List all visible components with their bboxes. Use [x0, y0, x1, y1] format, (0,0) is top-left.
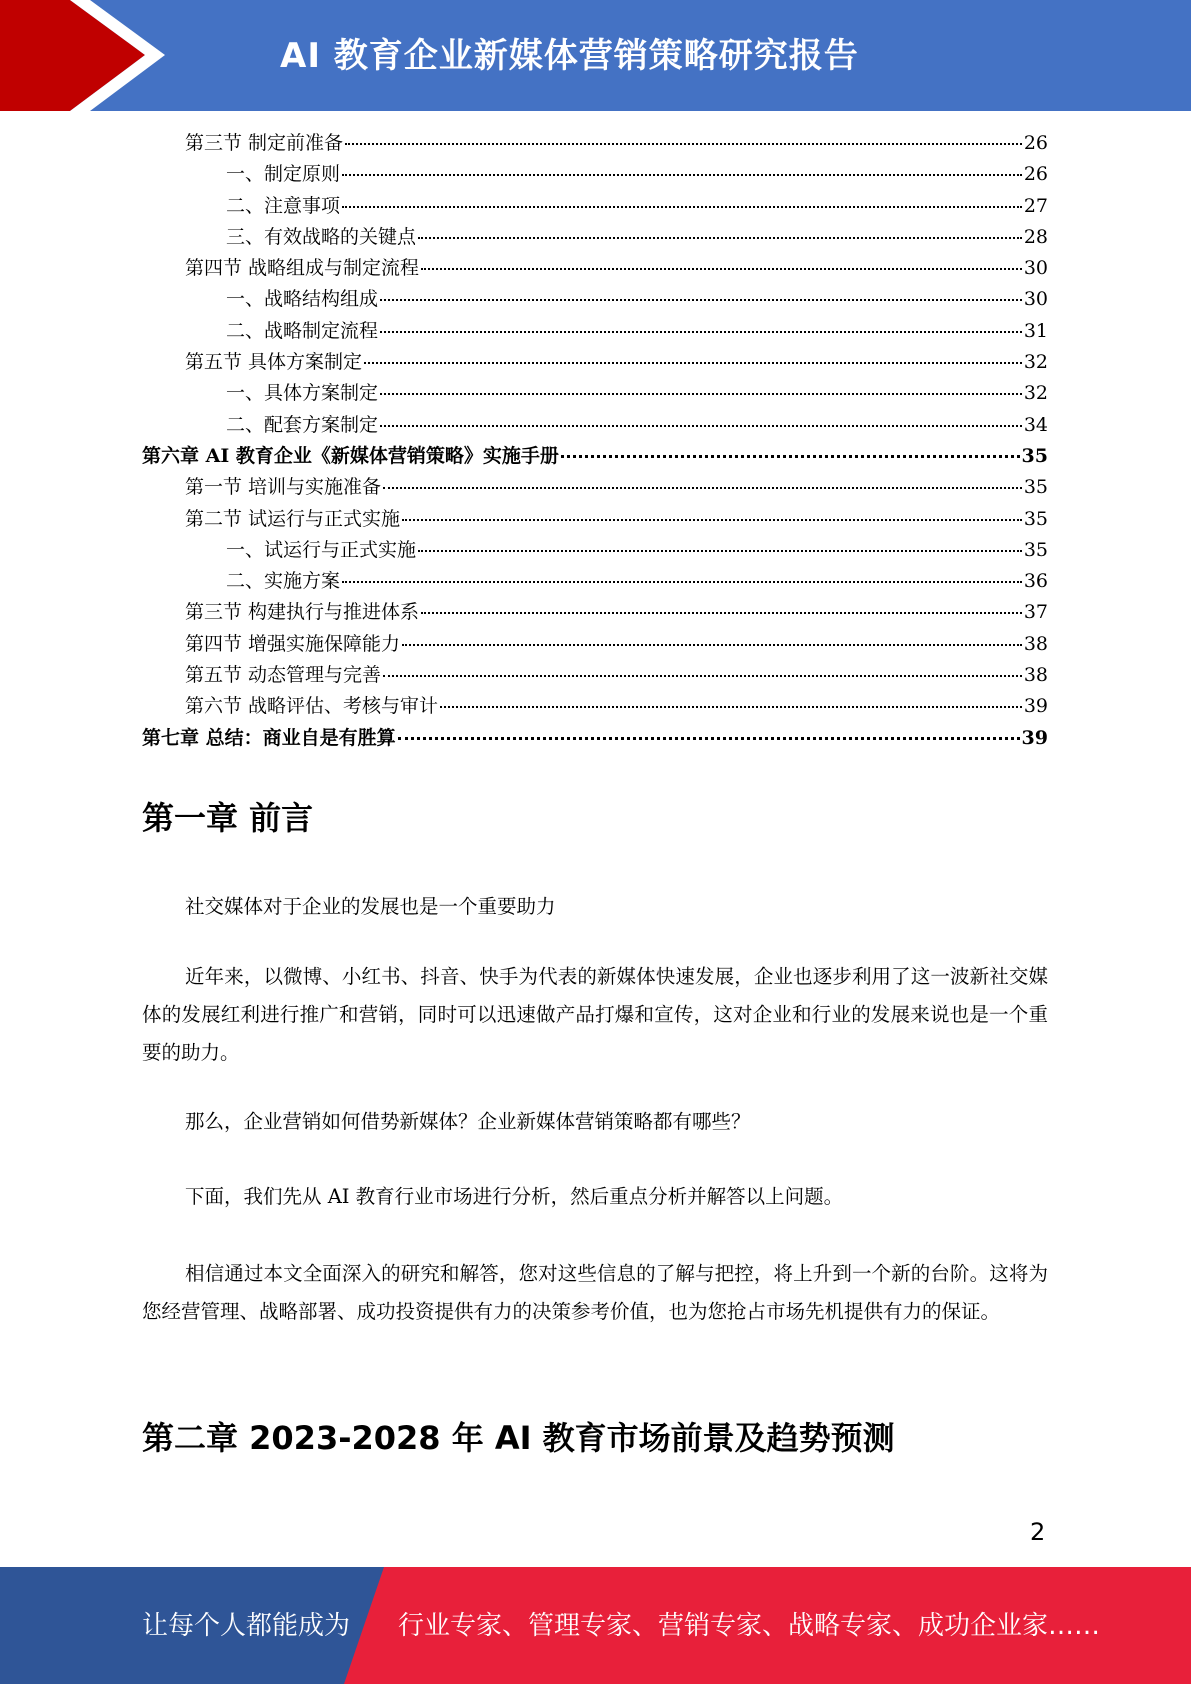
toc-leader-dots [342, 174, 1022, 176]
toc-entry-title: 第三节 构建执行与推进体系 [185, 601, 420, 624]
toc-entry-page: 38 [1023, 664, 1048, 687]
toc-entry[interactable] [142, 566, 1048, 597]
toc-entry[interactable] [142, 128, 1048, 159]
toc-entry-page: 37 [1023, 601, 1048, 624]
toc-entry-title: 一、试运行与正式实施 [226, 538, 417, 561]
toc-entry-page: 31 [1023, 319, 1048, 342]
toc-entry-title: 一、战略结构组成 [226, 288, 379, 311]
toc-entry-title: 二、战略制定流程 [226, 319, 379, 342]
toc-entry[interactable] [142, 472, 1048, 503]
toc-entry-title: 第四节 战略组成与制定流程 [185, 257, 420, 280]
toc-entry-page: 26 [1023, 163, 1048, 186]
toc-entry[interactable] [142, 191, 1048, 222]
toc-entry-page: 39 [1023, 695, 1048, 718]
toc-entry[interactable] [142, 378, 1048, 409]
toc-entry[interactable] [142, 723, 1048, 754]
header-banner [0, 0, 1191, 111]
toc-entry-page: 32 [1023, 351, 1048, 374]
toc-entry[interactable] [142, 629, 1048, 660]
page-number: 2 [1030, 1518, 1046, 1546]
toc-leader-dots [398, 737, 1020, 740]
toc-entry-page: 35 [1023, 538, 1048, 561]
toc-entry-title: 二、配套方案制定 [226, 413, 379, 436]
toc-entry-page: 34 [1023, 413, 1048, 436]
toc-leader-dots [440, 706, 1022, 708]
toc-entry[interactable] [142, 284, 1048, 315]
paragraph: 相信通过本文全面深入的研究和解答，您对这些信息的了解与把控，将上升到一个新的台阶。这将为您经营管理、战略部署、成功投资提供有力的决策参考价值，也为您抢占市场先机提供有力的保证。 [142, 1262, 1048, 1323]
toc-leader-dots [380, 393, 1022, 395]
toc-entry-page: 35 [1021, 444, 1048, 467]
paragraph: 近年来，以微博、小红书、抖音、快手为代表的新媒体快速发展，企业也逐步利用了这一波新社交媒体的发展红利进行推广和营销，同时可以迅速做产品打爆和宣传，这对企业和行业的发展来说也是一个重要的助力。 [142, 965, 1048, 1064]
toc-entry[interactable] [142, 504, 1048, 535]
toc-entry[interactable] [142, 410, 1048, 441]
toc-entry[interactable] [142, 222, 1048, 253]
toc-entry[interactable] [142, 660, 1048, 691]
toc-leader-dots [342, 581, 1022, 583]
toc-entry[interactable] [142, 691, 1048, 722]
toc-leader-dots [421, 268, 1022, 270]
paragraph: 下面，我们先从 AI 教育行业市场进行分析，然后重点分析并解答以上问题。 [185, 1185, 844, 1208]
toc-entry-title: 第五节 具体方案制定 [185, 351, 363, 374]
toc-entry-title: 第一节 培训与实施准备 [185, 476, 382, 499]
toc-entry[interactable] [142, 316, 1048, 347]
toc-leader-dots [383, 675, 1022, 677]
toc-entry-title: 第六章 AI 教育企业《新媒体营销策略》实施手册 [142, 444, 559, 467]
toc-entry-page: 32 [1023, 382, 1048, 405]
toc-entry-page: 30 [1023, 288, 1048, 311]
toc-leader-dots [418, 237, 1022, 239]
toc-entry-title: 二、注意事项 [226, 194, 341, 217]
footer-slogan-right: 行业专家、管理专家、营销专家、战略专家、成功企业家…… [398, 1611, 1101, 1641]
toc-entry[interactable] [142, 441, 1048, 472]
toc-entry-title: 第三节 制定前准备 [185, 132, 344, 154]
toc-entry[interactable] [142, 597, 1048, 628]
chapter-2-heading: 第二章 2023-2028 年 AI 教育市场前景及趋势预测 [142, 1419, 895, 1457]
toc-entry-title: 三、有效战略的关键点 [226, 225, 417, 248]
toc-entry-page: 27 [1023, 194, 1048, 217]
toc-leader-dots [380, 331, 1022, 333]
toc-entry-title: 二、实施方案 [226, 570, 341, 593]
toc-entry-page: 30 [1023, 257, 1048, 280]
toc-entry-page: 26 [1023, 132, 1048, 154]
header-arrow-decoration [0, 0, 180, 111]
toc-entry-title: 一、制定原则 [226, 163, 341, 186]
toc-entry[interactable] [142, 347, 1048, 378]
toc-entry-title: 第六节 战略评估、考核与审计 [185, 695, 439, 718]
paragraph: 那么，企业营销如何借势新媒体？企业新媒体营销策略都有哪些？ [185, 1110, 751, 1133]
toc-entry[interactable] [142, 159, 1048, 190]
toc-entry-title: 第二节 试运行与正式实施 [185, 507, 401, 530]
toc-leader-dots [421, 612, 1022, 614]
toc-leader-dots [342, 206, 1022, 208]
table-of-contents [142, 128, 1048, 754]
toc-leader-dots [402, 519, 1022, 521]
toc-entry-page: 38 [1023, 632, 1048, 655]
chapter-1-heading: 第一章 前言 [142, 799, 314, 837]
toc-entry-page: 35 [1023, 507, 1048, 530]
footer-banner [0, 1567, 1191, 1684]
footer-slogan-left: 让每个人都能成为 [142, 1611, 351, 1641]
toc-entry-title: 第五节 动态管理与完善 [185, 664, 382, 687]
report-title: AI 教育企业新媒体营销策略研究报告 [280, 36, 859, 76]
toc-entry-page: 39 [1021, 726, 1048, 749]
toc-leader-dots [561, 455, 1020, 458]
toc-leader-dots [418, 550, 1022, 552]
toc-entry[interactable] [142, 535, 1048, 566]
paragraph: 社交媒体对于企业的发展也是一个重要助力 [185, 895, 556, 918]
toc-leader-dots [364, 362, 1022, 364]
toc-entry-title: 第四节 增强实施保障能力 [185, 632, 401, 655]
toc-entry-page: 36 [1023, 570, 1048, 593]
toc-leader-dots [345, 143, 1022, 145]
toc-leader-dots [402, 644, 1022, 646]
toc-entry-page: 35 [1023, 476, 1048, 499]
toc-entry-page: 28 [1023, 225, 1048, 248]
toc-leader-dots [380, 425, 1022, 427]
toc-entry-title: 一、具体方案制定 [226, 382, 379, 405]
toc-leader-dots [380, 299, 1022, 301]
toc-entry[interactable] [142, 253, 1048, 284]
toc-entry-title: 第七章 总结：商业自是有胜算 [142, 726, 396, 749]
toc-leader-dots [383, 487, 1022, 489]
